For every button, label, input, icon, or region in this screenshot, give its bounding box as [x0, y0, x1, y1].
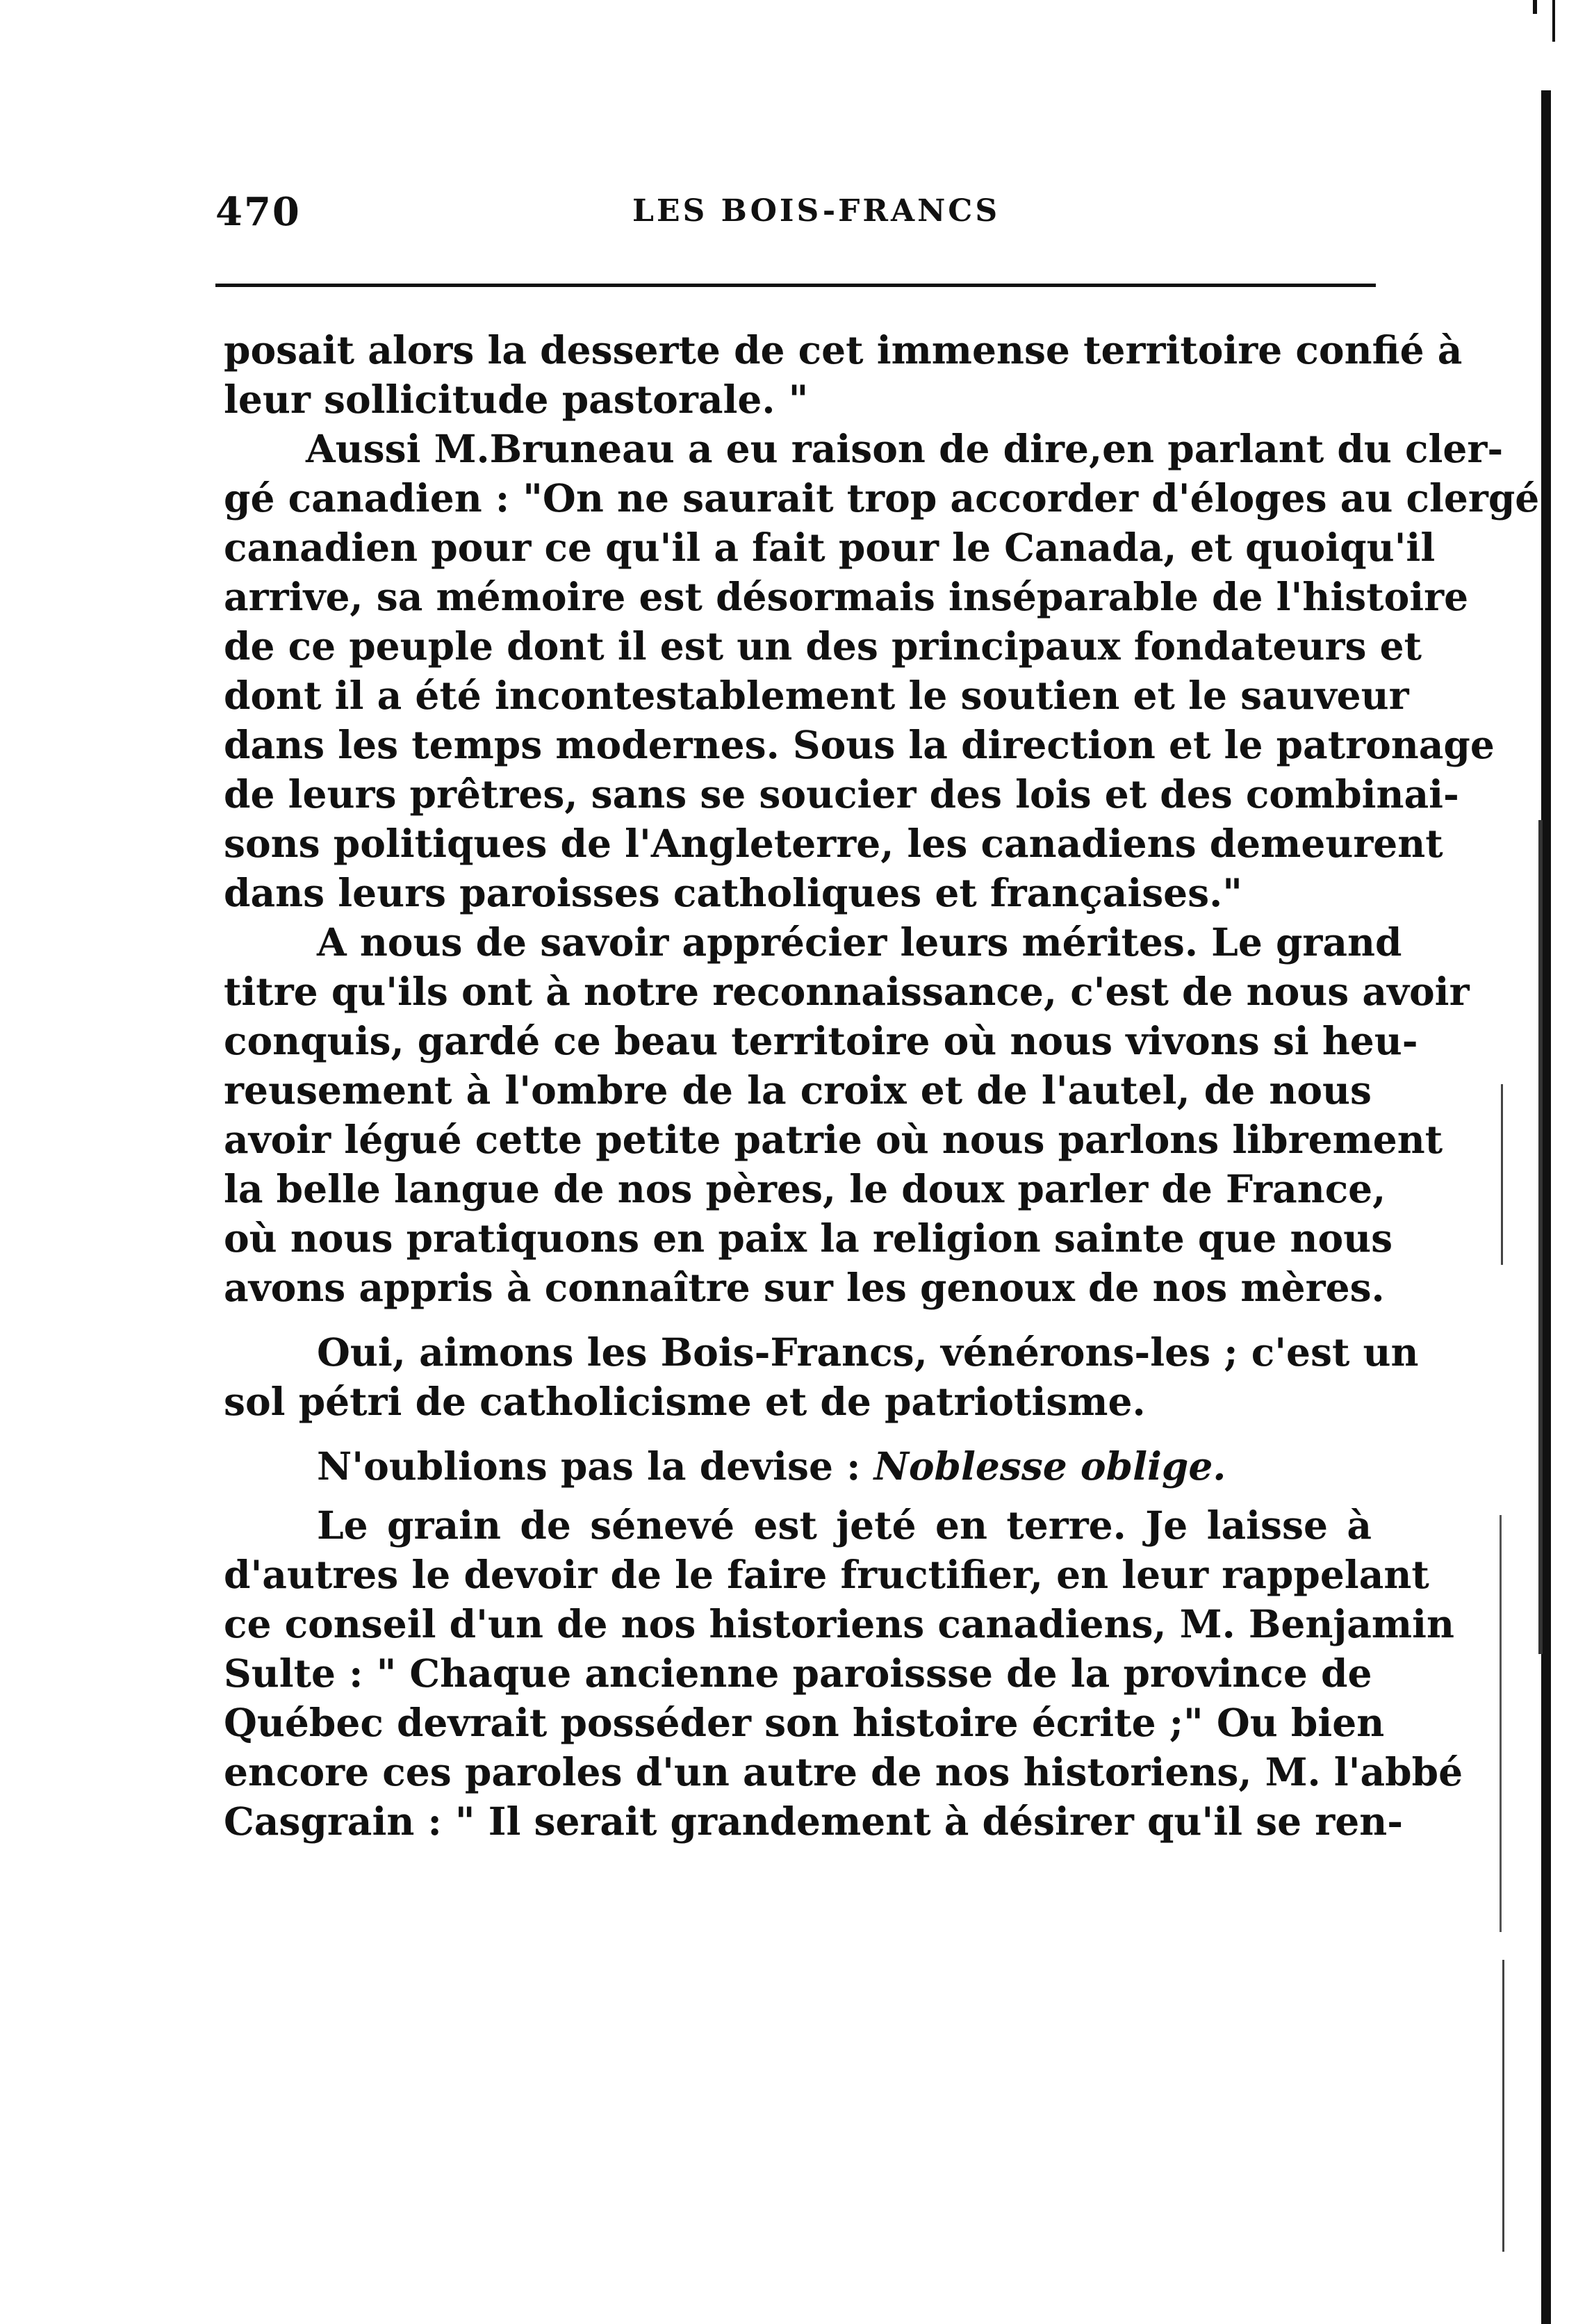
motto: Noblesse oblige.	[873, 1443, 1226, 1489]
text-line: de ce peuple dont il est un des principaux fondateurs et	[224, 623, 1422, 669]
text-line: Sulte : " Chaque ancienne paroissse de la province de	[224, 1651, 1372, 1696]
text-line: leur sollicitude pastorale. "	[224, 377, 809, 422]
text-line: encore ces paroles d'un autre de nos historiens, M. l'abbé	[224, 1749, 1463, 1794]
text-line: canadien pour ce qu'il a fait pour le Canada, et quoiqu'il	[224, 525, 1436, 570]
text-line: conquis, gardé ce beau territoire où nous vivons si heu-	[224, 1018, 1418, 1063]
text-line: posait alors la desserte de cet immense territoire confié à	[224, 327, 1463, 373]
text-line: avoir légué cette petite patrie où nous parlons librement	[224, 1117, 1443, 1162]
text-line: d'autres le devoir de le faire fructifier, en leur rappelant	[224, 1552, 1429, 1597]
text-line: la belle langue de nos pères, le doux parler de France,	[224, 1166, 1386, 1211]
scan-edge-shadow	[1493, 0, 1569, 2324]
paragraph	[224, 1327, 1419, 1426]
text-line: Oui, aimons les Bois-Francs, vénérons-les ; c'est un	[317, 1329, 1419, 1375]
page-number: 470	[215, 189, 301, 235]
text-line: Québec devrait posséder son histoire écrite ;" Ou bien	[224, 1700, 1385, 1745]
running-title: LES BOIS-FRANCS	[632, 193, 1001, 229]
motto-lead: N'oublions pas la devise :	[317, 1443, 874, 1489]
text-line: où nous pratiquons en paix la religion sainte que nous	[224, 1216, 1393, 1261]
paragraph	[224, 917, 1470, 1312]
paragraph	[224, 325, 1463, 424]
page-header	[215, 189, 1376, 245]
text-line: Casgrain : " Il serait grandement à désirer qu'il se ren-	[224, 1799, 1404, 1844]
text-line: gé canadien : "On ne saurait trop accorder d'éloges au clergé	[224, 475, 1540, 521]
paragraph	[224, 1441, 1372, 1491]
text-line: de leurs prêtres, sans se soucier des lois et des combinai-	[224, 771, 1459, 817]
text-line: arrive, sa mémoire est désormais inséparable de l'histoire	[224, 574, 1469, 619]
paragraph	[224, 424, 1540, 917]
text-line: avons appris à connaître sur les genoux de nos mères.	[224, 1265, 1385, 1310]
text-line: dans leurs paroisses catholiques et françaises."	[224, 870, 1242, 915]
text-line: reusement à l'ombre de la croix et de l'autel, de nous	[224, 1067, 1372, 1113]
text-line: dans les temps modernes. Sous la direction et le patronage	[224, 722, 1495, 767]
paragraph	[224, 1500, 1463, 1846]
text-line: Aussi M.Bruneau a eu raison de dire,en parlant du cler-	[306, 426, 1504, 471]
text-line: dont il a été incontestablement le soutien et le sauveur	[224, 673, 1409, 718]
text-line	[224, 1441, 1372, 1491]
text-line: A nous de savoir apprécier leurs mérites. Le grand	[317, 919, 1402, 965]
header-rule	[215, 284, 1376, 287]
text-line: sons politiques de l'Angleterre, les canadiens demeurent	[224, 821, 1443, 866]
text-line: sol pétri de catholicisme et de patriotisme.	[224, 1379, 1146, 1424]
text-line: ce conseil d'un de nos historiens canadiens, M. Benjamin	[224, 1601, 1454, 1646]
text-line: Le grain de sénevé est jeté en terre. Je laisse à	[317, 1503, 1372, 1548]
body-text	[224, 325, 1540, 1846]
text-line: titre qu'ils ont à notre reconnaissance, c'est de nous avoir	[224, 969, 1470, 1014]
